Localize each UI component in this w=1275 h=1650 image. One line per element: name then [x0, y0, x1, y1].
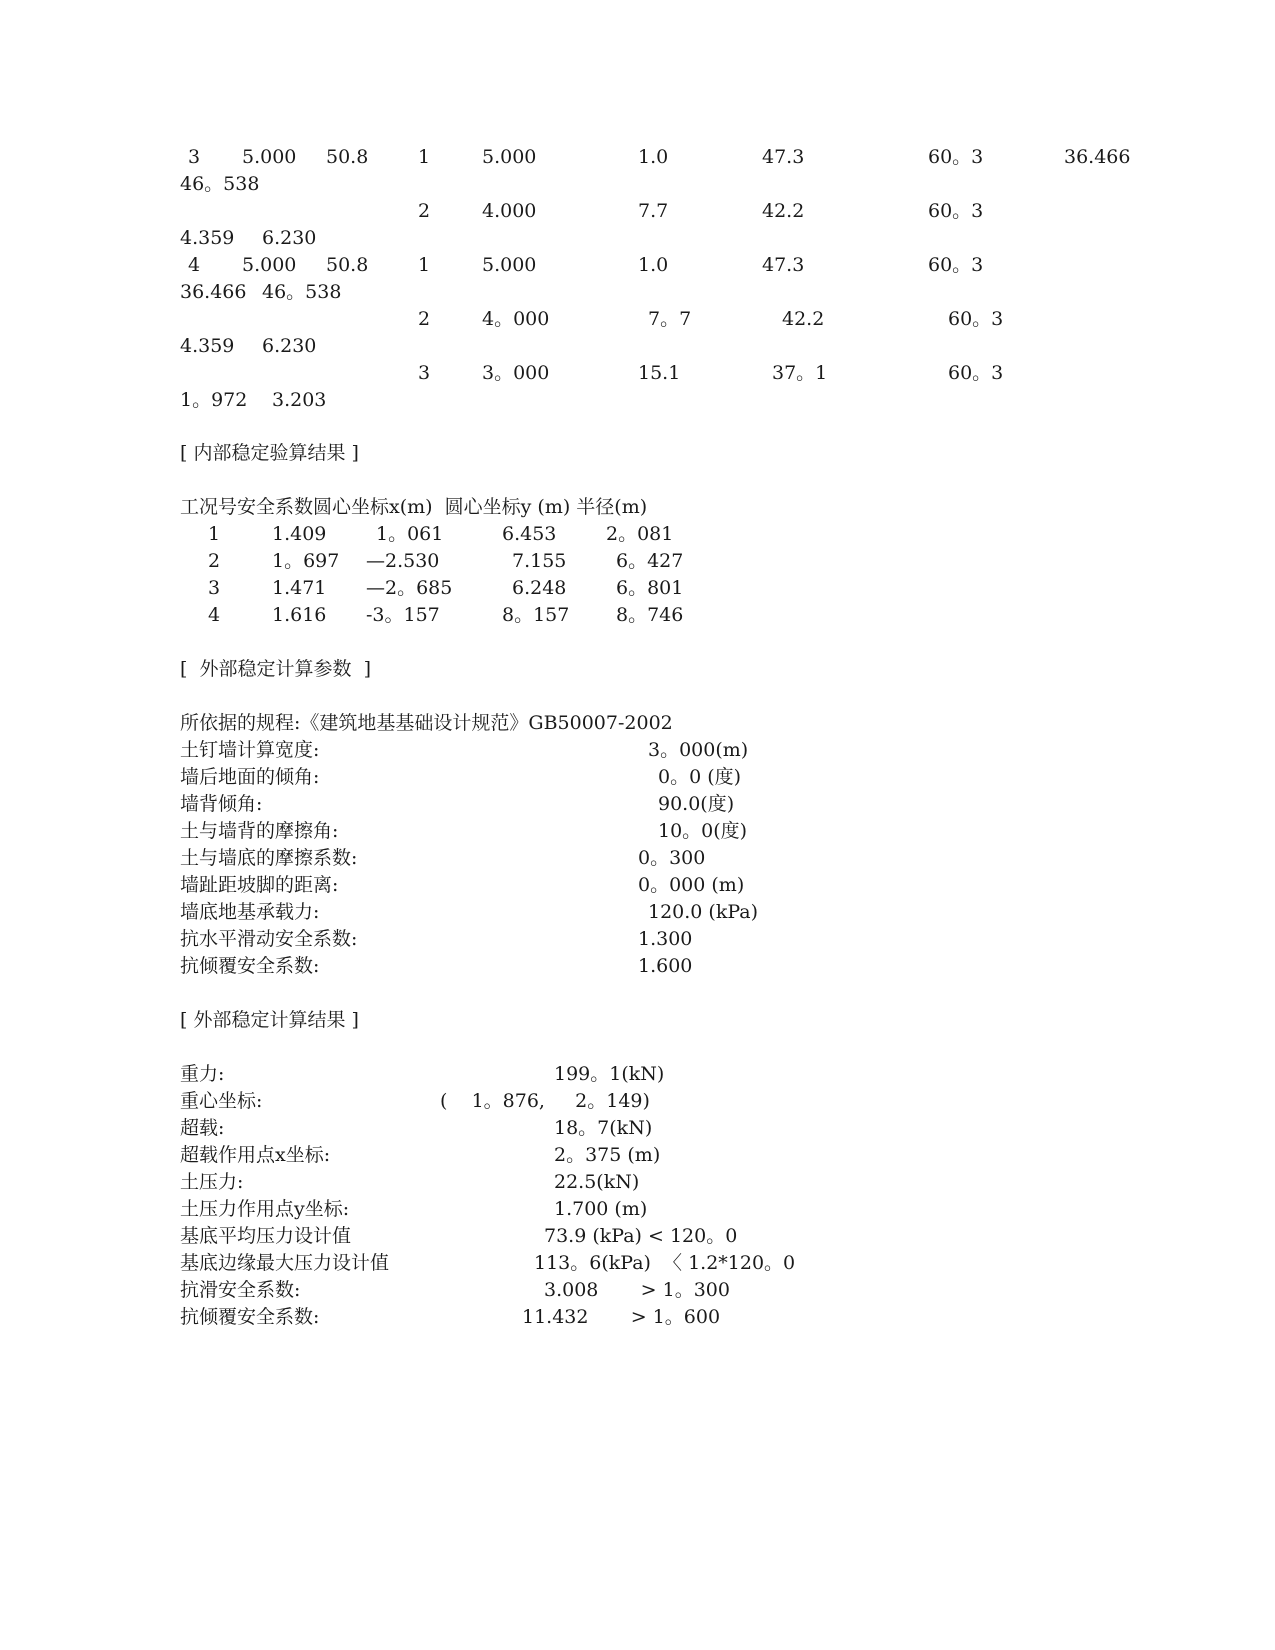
- nail-row-5-e: 3。000: [482, 362, 550, 384]
- internal-row-2-fs: 1。697: [272, 550, 340, 572]
- nail-row-1-i: 36.466: [1064, 146, 1131, 168]
- nail-row-2-g: 42.2: [762, 200, 805, 222]
- nail-row-4-e: 4。000: [482, 308, 550, 330]
- param-value-back-angle: 90.0(度): [658, 793, 735, 815]
- internal-row-2-case: 2: [208, 550, 221, 572]
- result-label-earth-pressure: 土压力:: [180, 1171, 244, 1193]
- nail-row-1-g: 47.3: [762, 146, 805, 168]
- nail-row-3-f: 1.0: [638, 254, 669, 276]
- param-label-toe-distance: 墙趾距坡脚的距离:: [180, 874, 339, 896]
- result-label-max-pressure: 基底边缘最大压力设计值: [180, 1252, 390, 1274]
- result-label-surcharge-x: 超载作用点x坐标:: [180, 1144, 331, 1166]
- result-value-earth-pressure-y: 1.700 (m): [554, 1198, 648, 1220]
- nail-row-5-h: 60。3: [948, 362, 1004, 384]
- param-label-bearing-capacity: 墙底地基承载力:: [180, 901, 320, 923]
- nail-row-1-d: 1: [418, 146, 431, 168]
- internal-result-heading: [ 内部稳定验算结果 ]: [180, 442, 359, 464]
- nail-row-4-h: 60。3: [948, 308, 1004, 330]
- nail-row-2-d: 2: [418, 200, 431, 222]
- internal-row-4-y: 8。157: [502, 604, 570, 626]
- nail-row-3-d: 1: [418, 254, 431, 276]
- param-value-base-friction: 0。300: [638, 847, 706, 869]
- nail-row-5-f: 15.1: [638, 362, 681, 384]
- internal-row-3-y: 6.248: [512, 577, 567, 599]
- param-value-ground-angle: 0。0 (度): [658, 766, 742, 788]
- internal-result-header-row: 工况号安全系数圆心坐标x(m) 圆心坐标y (m) 半径(m): [180, 496, 648, 518]
- result-value-sliding-safety: 3.008 > 1。300: [544, 1279, 730, 1301]
- param-label-back-angle: 墙背倾角:: [180, 793, 263, 815]
- external-result-heading: [ 外部稳定计算结果 ]: [180, 1009, 359, 1031]
- param-value-toe-distance: 0。000 (m): [638, 874, 745, 896]
- nail-row-2-e: 4.000: [482, 200, 537, 222]
- nail-row-3-b: 5.000: [242, 254, 297, 276]
- nail-row-3-a: 4: [188, 254, 201, 276]
- nail-row-3-g: 47.3: [762, 254, 805, 276]
- param-label-base-friction: 土与墙底的摩擦系数:: [180, 847, 358, 869]
- param-value-bearing-capacity: 120.0 (kPa): [648, 901, 759, 923]
- param-value-sliding-factor: 1.300: [638, 928, 693, 950]
- internal-row-3-case: 3: [208, 577, 221, 599]
- param-value-back-friction: 10。0(度): [658, 820, 748, 842]
- result-value-avg-pressure: 73.9 (kPa) < 120。0: [544, 1225, 738, 1247]
- nail-row-2-f: 7.7: [638, 200, 669, 222]
- result-label-surcharge: 超载:: [180, 1117, 225, 1139]
- internal-row-2-x: —2.530: [366, 550, 440, 572]
- nail-row-5-d: 3: [418, 362, 431, 384]
- result-label-gravity: 重力:: [180, 1063, 225, 1085]
- nail-row-4-g: 42.2: [782, 308, 825, 330]
- nail-row-3-h: 60。3: [928, 254, 984, 276]
- internal-row-3-x: —2。685: [366, 577, 453, 599]
- nail-row-3-c: 50.8: [326, 254, 369, 276]
- result-value-gravity: 199。1(kN): [554, 1063, 665, 1085]
- internal-row-1-y: 6.453: [502, 523, 557, 545]
- internal-row-4-x: -3。157: [366, 604, 440, 626]
- nail-row-1-f: 1.0: [638, 146, 669, 168]
- internal-row-3-fs: 1.471: [272, 577, 327, 599]
- result-label-sliding-safety: 抗滑安全系数:: [180, 1279, 301, 1301]
- internal-row-2-y: 7.155: [512, 550, 567, 572]
- param-value-width: 3。000(m): [648, 739, 749, 761]
- nail-row-2-h: 60。3: [928, 200, 984, 222]
- nail-row-5-g: 37。1: [772, 362, 828, 384]
- result-value-max-pressure: 113。6(kPa) 〈 1.2*120。0: [534, 1252, 796, 1274]
- nail-row-3-j: 46。538: [262, 281, 342, 303]
- nail-row-3-i: 36.466: [180, 281, 247, 303]
- nail-row-1-a: 3: [188, 146, 201, 168]
- result-label-avg-pressure: 基底平均压力设计值: [180, 1225, 352, 1247]
- result-value-surcharge-x: 2。375 (m): [554, 1144, 661, 1166]
- nail-row-4-i: 4.359: [180, 335, 235, 357]
- result-value-overturning-safety: 11.432 > 1。600: [522, 1306, 721, 1328]
- nail-row-3-e: 5.000: [482, 254, 537, 276]
- param-label-width: 土钉墙计算宽度:: [180, 739, 320, 761]
- result-label-centroid: 重心坐标:: [180, 1090, 263, 1112]
- nail-row-5-j: 3.203: [272, 389, 327, 411]
- result-label-overturning-safety: 抗倾覆安全系数:: [180, 1306, 320, 1328]
- internal-row-3-r: 6。801: [616, 577, 684, 599]
- param-label-sliding-factor: 抗水平滑动安全系数:: [180, 928, 358, 950]
- param-label-back-friction: 土与墙背的摩擦角:: [180, 820, 339, 842]
- param-label-overturning-factor: 抗倾覆安全系数:: [180, 955, 320, 977]
- nail-row-1-b: 5.000: [242, 146, 297, 168]
- nail-row-1-h: 60。3: [928, 146, 984, 168]
- nail-row-5-i: 1。972: [180, 389, 248, 411]
- code-reference-line: 所依据的规程:《建筑地基基础设计规范》GB50007-2002: [180, 712, 673, 734]
- internal-row-1-fs: 1.409: [272, 523, 327, 545]
- param-label-ground-angle: 墙后地面的倾角:: [180, 766, 320, 788]
- nail-row-2-j: 6.230: [262, 227, 317, 249]
- internal-row-4-case: 4: [208, 604, 221, 626]
- internal-row-4-r: 8。746: [616, 604, 684, 626]
- param-value-overturning-factor: 1.600: [638, 955, 693, 977]
- external-params-heading: [ 外部稳定计算参数 ]: [180, 658, 371, 680]
- nail-row-2-i: 4.359: [180, 227, 235, 249]
- internal-row-1-x: 1。061: [376, 523, 444, 545]
- nail-row-4-j: 6.230: [262, 335, 317, 357]
- nail-row-4-f: 7。7: [648, 308, 692, 330]
- result-label-earth-pressure-y: 土压力作用点y坐标:: [180, 1198, 350, 1220]
- internal-row-2-r: 6。427: [616, 550, 684, 572]
- nail-row-4-d: 2: [418, 308, 431, 330]
- nail-row-1-j: 46。538: [180, 173, 260, 195]
- internal-row-4-fs: 1.616: [272, 604, 327, 626]
- internal-row-1-r: 2。081: [606, 523, 674, 545]
- nail-row-1-c: 50.8: [326, 146, 369, 168]
- internal-row-1-case: 1: [208, 523, 221, 545]
- nail-row-1-e: 5.000: [482, 146, 537, 168]
- result-value-centroid: ( 1。876, 2。149): [440, 1090, 650, 1112]
- result-value-surcharge: 18。7(kN): [554, 1117, 653, 1139]
- result-value-earth-pressure: 22.5(kN): [554, 1171, 640, 1193]
